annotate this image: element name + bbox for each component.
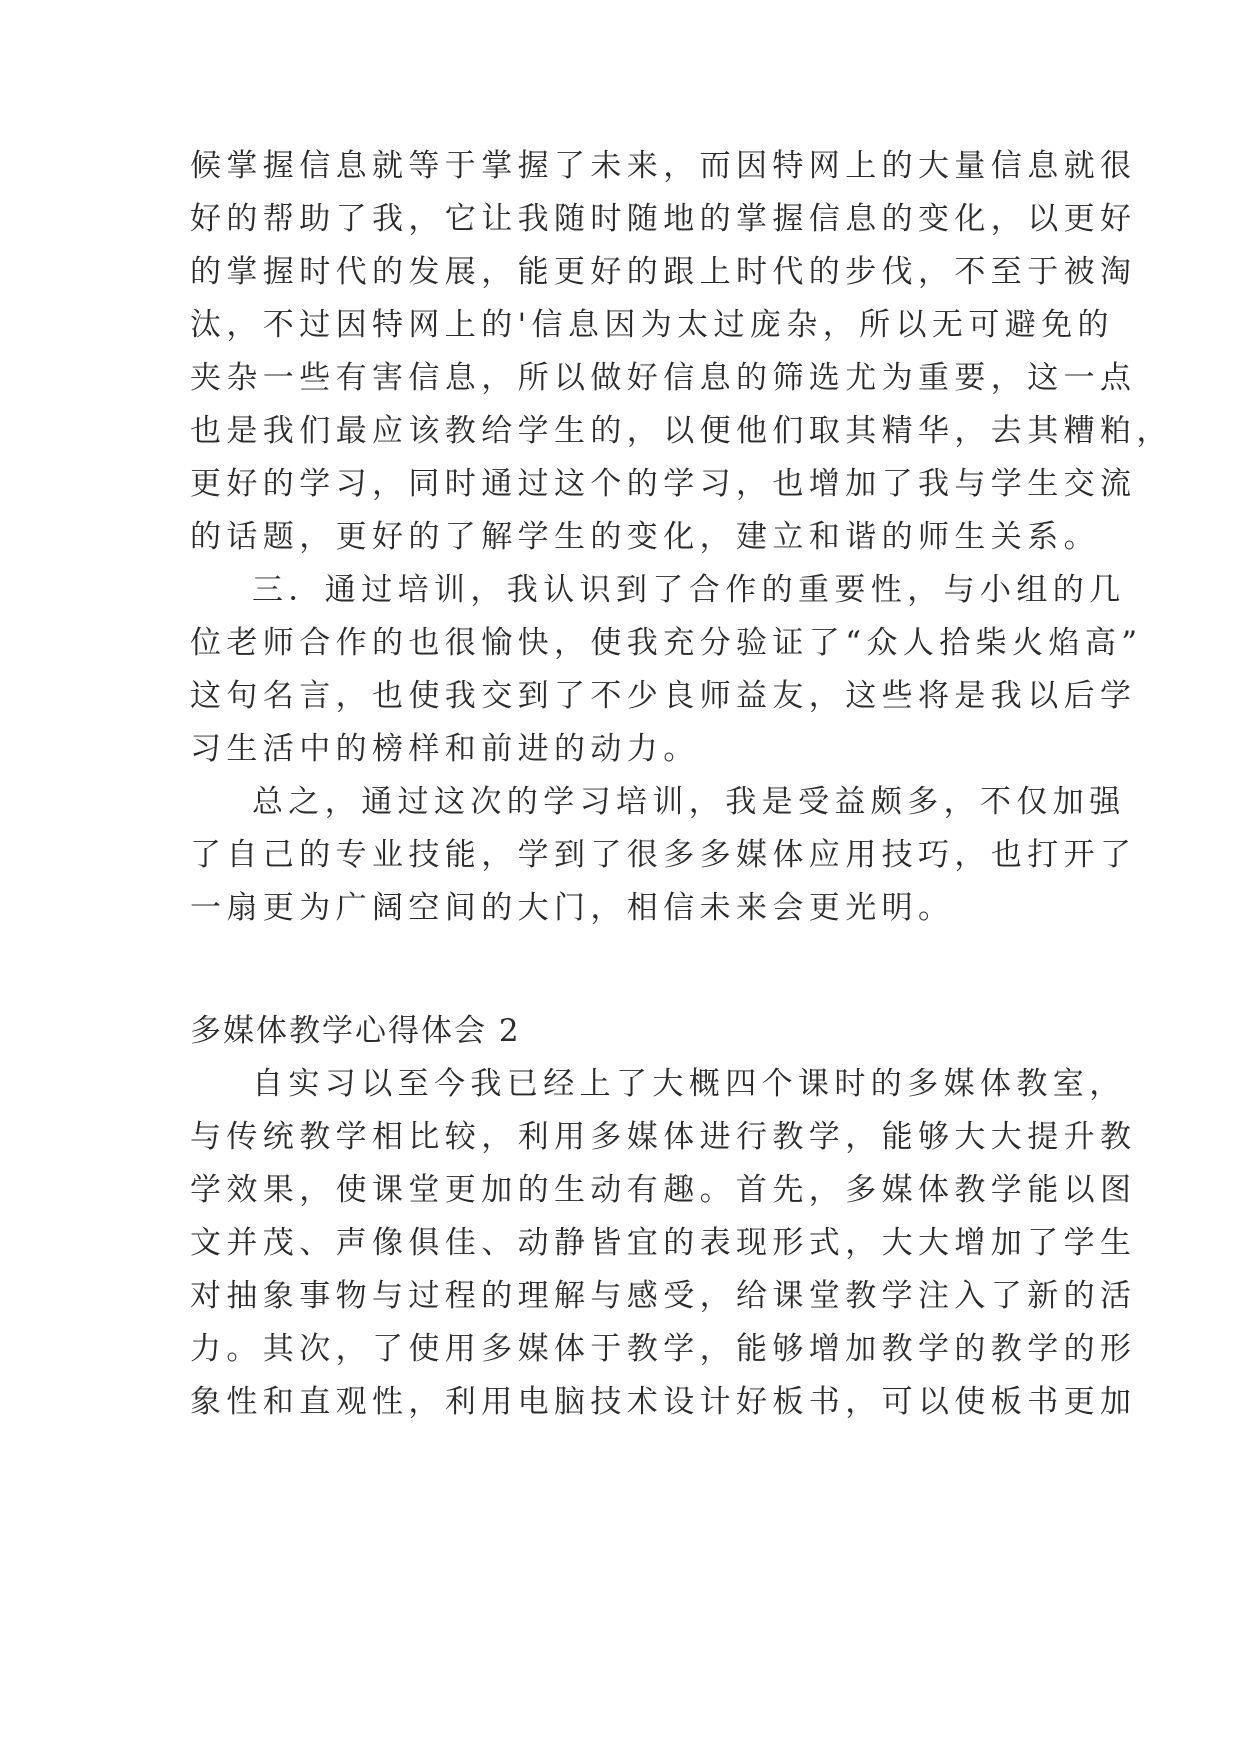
text-line: 更好的学习，同时通过这个的学习，也增加了我与学生交流 bbox=[190, 466, 1137, 502]
text-line: 汰，不过因特网上的'信息因为太过庞杂，所以无可避免的 bbox=[190, 307, 1114, 343]
text-line: 自实习以至今我已经上了大概四个课时的多媒体教室， bbox=[252, 1066, 1126, 1102]
text-line: 候掌握信息就等于掌握了未来，而因特网上的大量信息就很 bbox=[190, 148, 1137, 184]
text-line: 位老师合作的也很愉快，使我充分验证了“众人拾柴火焰高” bbox=[190, 625, 1143, 661]
text-line: 的掌握时代的发展，能更好的跟上时代的步伐，不至于被淘 bbox=[190, 254, 1137, 290]
text-line: 夹杂一些有害信息，所以做好信息的筛选尤为重要，这一点 bbox=[190, 360, 1137, 396]
text-line: 了自己的专业技能，学到了很多多媒体应用技巧，也打开了 bbox=[190, 837, 1137, 873]
text-line: 三．通过培训，我认识到了合作的重要性，与小组的几 bbox=[252, 572, 1126, 608]
text-line: 力。其次，了使用多媒体于教学，能够增加教学的教学的形 bbox=[190, 1331, 1137, 1367]
text-line: 文并茂、声像俱佳、动静皆宜的表现形式，大大增加了学生 bbox=[190, 1225, 1137, 1261]
text-line: 也是我们最应该教给学生的，以便他们取其精华，去其糟粕， bbox=[190, 413, 1173, 449]
text-line: 与传统教学相比较，利用多媒体进行教学，能够大大提升教 bbox=[190, 1119, 1137, 1155]
text-line: 总之，通过这次的学习培训，我是受益颇多，不仅加强 bbox=[252, 784, 1126, 820]
section-title: 多媒体教学心得体会 2 bbox=[190, 1013, 521, 1049]
text-line: 这句名言，也使我交到了不少良师益友，这些将是我以后学 bbox=[190, 678, 1137, 714]
text-line: 的话题，更好的了解学生的变化，建立和谐的师生关系。 bbox=[190, 519, 1100, 555]
text-line: 对抽象事物与过程的理解与感受，给课堂教学注入了新的活 bbox=[190, 1278, 1137, 1314]
text-line: 一扇更为广阔空间的大门，相信未来会更光明。 bbox=[190, 890, 955, 926]
text-line: 习生活中的榜样和前进的动力。 bbox=[190, 731, 700, 767]
text-line: 好的帮助了我，它让我随时随地的掌握信息的变化，以更好 bbox=[190, 201, 1137, 237]
text-line: 象性和直观性，利用电脑技术设计好板书，可以使板书更加 bbox=[190, 1384, 1137, 1420]
text-line: 学效果，使课堂更加的生动有趣。首先，多媒体教学能以图 bbox=[190, 1172, 1137, 1208]
